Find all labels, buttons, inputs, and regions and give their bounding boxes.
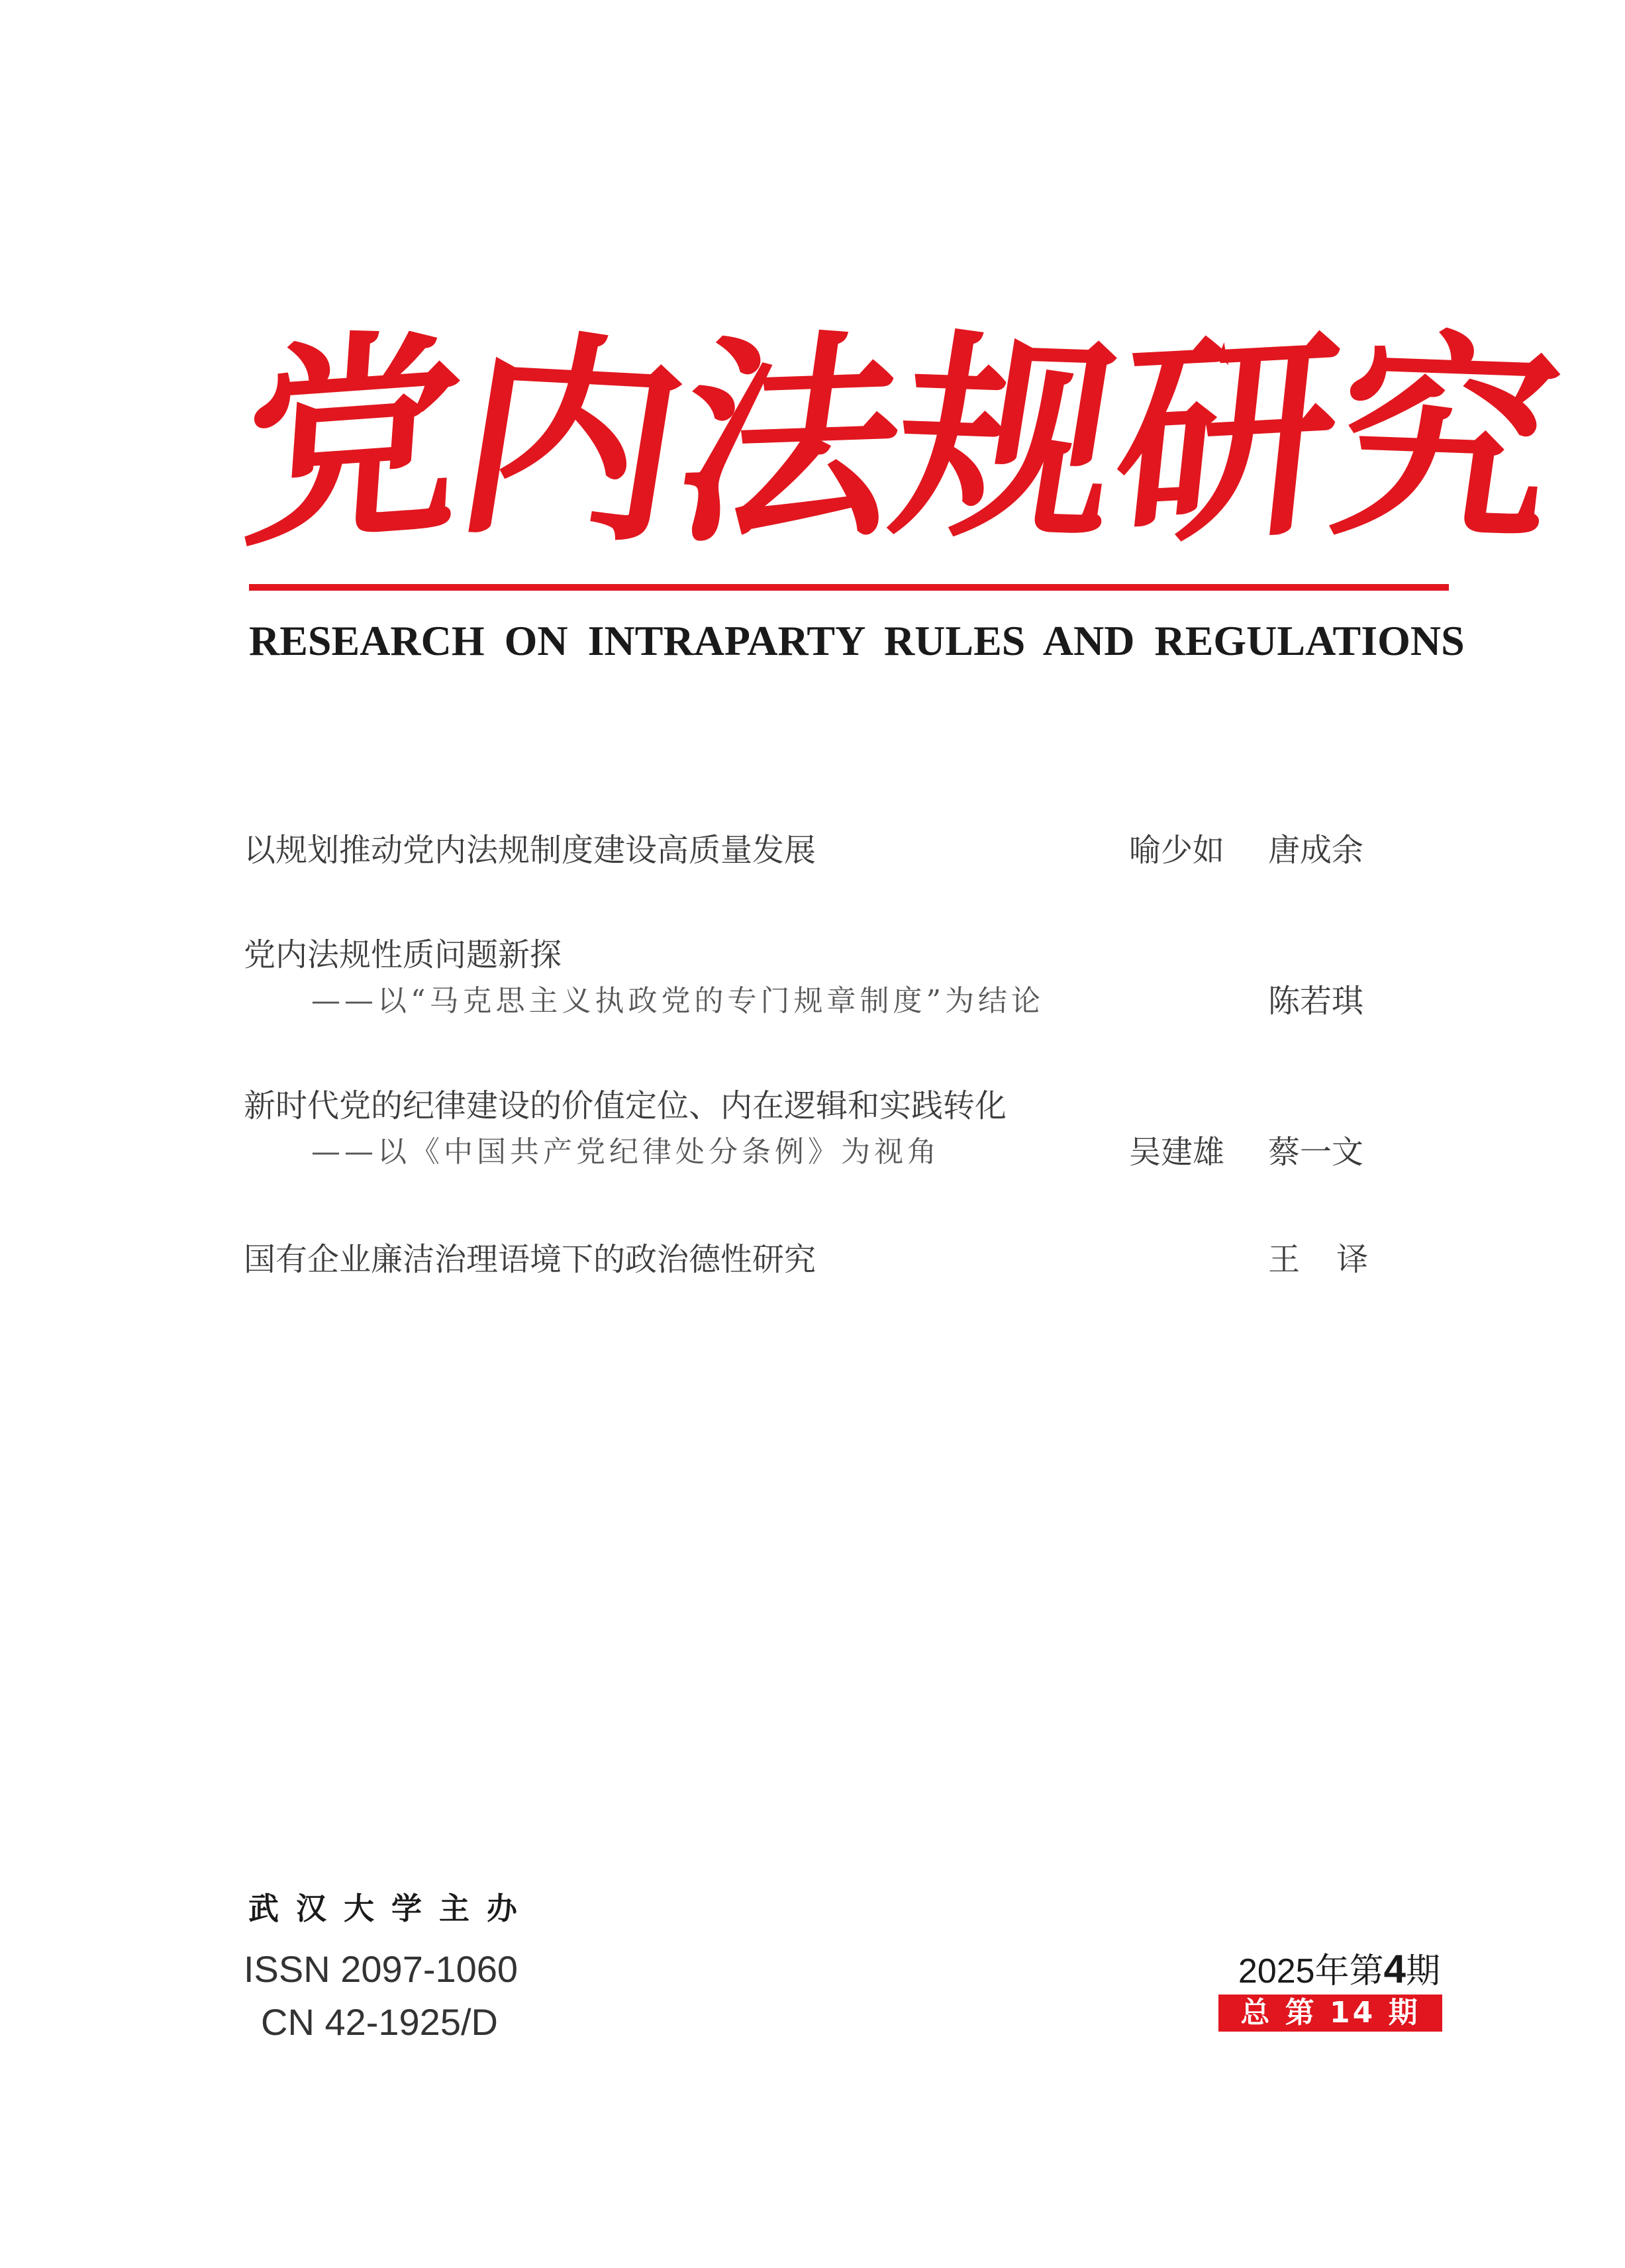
masthead-rule (249, 584, 1449, 591)
toc-item-4-author-1: 王 译 (1268, 1241, 1382, 1278)
issue-suffix: 期 (1405, 1952, 1440, 1991)
masthead-char-2: 内 (442, 307, 701, 574)
issn-number: ISSN 2097-1060 (244, 1948, 518, 1990)
publisher-line: 武汉大学主办 (248, 1891, 534, 1926)
issue-prefix: 2025年第 (1238, 1952, 1384, 1991)
journal-masthead (234, 301, 1573, 579)
toc-item-2-subtitle: ——以“马克思主义执政党的专门规章制度”为结论 (311, 984, 1044, 1018)
issue-label (1215, 1947, 1440, 1994)
toc-item-2-title[interactable]: 党内法规性质问题新探 (244, 936, 562, 973)
toc-item-3-title[interactable]: 新时代党的纪律建设的价值定位、内在逻辑和实践转化 (244, 1087, 1007, 1124)
total-issue-badge: 总 第 14 期 (1218, 1995, 1442, 2032)
cn-number: CN 42-1925/D (261, 2001, 498, 2043)
toc-item-2-author-1: 陈若琪 (1268, 983, 1364, 1020)
toc-item-1-author-1: 喻少如 (1129, 832, 1225, 869)
toc-item-3-author-1: 吴建雄 (1129, 1134, 1225, 1171)
masthead-char-6: 究 (1318, 309, 1573, 572)
toc-item-1-title[interactable]: 以规划推动党内法规制度建设高质量发展 (244, 832, 816, 869)
masthead-char-4: 规 (879, 309, 1138, 572)
masthead-char-1: 党 (234, 303, 471, 577)
masthead-char-5: 研 (1104, 305, 1350, 575)
masthead-english-title: RESEARCH ON INTRAPARTY RULES AND REGULATIONS (249, 617, 1465, 664)
issue-number: 4 (1383, 1947, 1406, 1991)
toc-item-1-author-2: 唐成余 (1268, 832, 1364, 869)
masthead-char-3: 法 (662, 307, 918, 573)
toc-item-4-title[interactable]: 国有企业廉洁治理语境下的政治德性研究 (244, 1241, 816, 1278)
toc-item-3-subtitle: ——以《中国共产党纪律处分条例》为视角 (311, 1135, 940, 1169)
toc-item-3-author-2: 蔡一文 (1268, 1134, 1364, 1171)
